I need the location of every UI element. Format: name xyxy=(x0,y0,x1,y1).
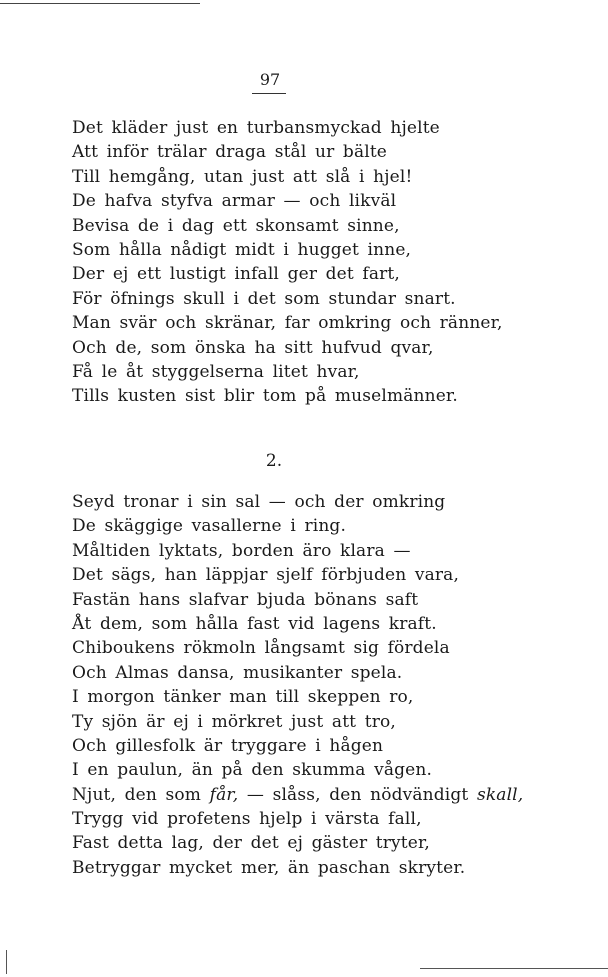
verse-line: Och gillesfolk är tryggare i hågen xyxy=(72,735,384,756)
verse-line: Ty sjön är ej i mörkret just att tro, xyxy=(72,711,396,732)
verse-line: Och Almas dansa, musikanter spela. xyxy=(72,662,403,683)
verse-line: Som hålla nådigt midt i hugget inne, xyxy=(72,239,412,260)
verse-line: Till hemgång, utan just att slå i hjel! xyxy=(72,166,413,187)
verse-line: För öfnings skull i det som stundar snart. xyxy=(72,288,456,309)
verse-line: Betryggar mycket mer, än paschan skryter. xyxy=(72,857,466,878)
italic-word: får, xyxy=(209,784,239,805)
verse-line: Måltiden lyktats, borden äro klara — xyxy=(72,540,411,561)
stanza-1 xyxy=(72,116,592,409)
bottom-border-rule xyxy=(420,968,608,969)
verse-line: Det sägs, han läppjar sjelf förbjuden vara, xyxy=(72,565,460,586)
page-number: 97 xyxy=(259,70,281,89)
verse-segment: — slåss, den nödvändigt xyxy=(246,784,469,805)
verse-line: Fastän hans slafvar bjuda bönans saft xyxy=(72,589,419,610)
margin-tick-mark xyxy=(6,950,7,974)
verse-line: Bevisa de i dag ett skonsamt sinne, xyxy=(72,215,400,236)
verse-line: Chiboukens rökmoln långsamt sig fördela xyxy=(72,638,450,659)
italic-word: skall, xyxy=(476,784,524,805)
verse-line: Och de, som önska ha sitt hufvud qvar, xyxy=(72,337,434,358)
verse-line: De hafva styfva armar — och likväl xyxy=(72,191,397,212)
verse-line: I en paulun, än på den skumma vågen. xyxy=(72,760,433,781)
verse-line: Att inför trälar draga stål ur bälte xyxy=(72,142,388,163)
verse-line: Der ej ett lustigt infall ger det fart, xyxy=(72,264,400,285)
verse-line: I morgon tänker man till skeppen ro, xyxy=(72,687,414,708)
verse-line: Få le åt styggelserna litet hvar, xyxy=(72,361,360,382)
verse-line: De skäggige vasallerne i ring. xyxy=(72,516,347,537)
page-number-underline xyxy=(252,93,286,94)
verse-segment: Njut, den som xyxy=(72,784,202,805)
verse-line: Trygg vid profetens hjelp i värsta fall, xyxy=(72,809,422,830)
verse-line: Seyd tronar i sin sal — och der omkring xyxy=(72,492,446,512)
verse-line: Åt dem, som hålla fast vid lagens kraft. xyxy=(72,613,437,634)
stanza-2 xyxy=(72,490,592,880)
verse-line-with-italics xyxy=(72,783,592,807)
section-number: 2. xyxy=(265,451,283,471)
verse-line: Tills kusten sist blir tom på muselmänner. xyxy=(72,386,458,407)
verse-line: Fast detta lag, der det ej gäster tryter, xyxy=(72,833,430,854)
top-border-rule xyxy=(0,3,200,4)
verse-line: Det kläder just en turbansmyckad hjelte xyxy=(72,118,440,138)
verse-line: Man svär och skränar, far omkring och ränner, xyxy=(72,313,503,334)
